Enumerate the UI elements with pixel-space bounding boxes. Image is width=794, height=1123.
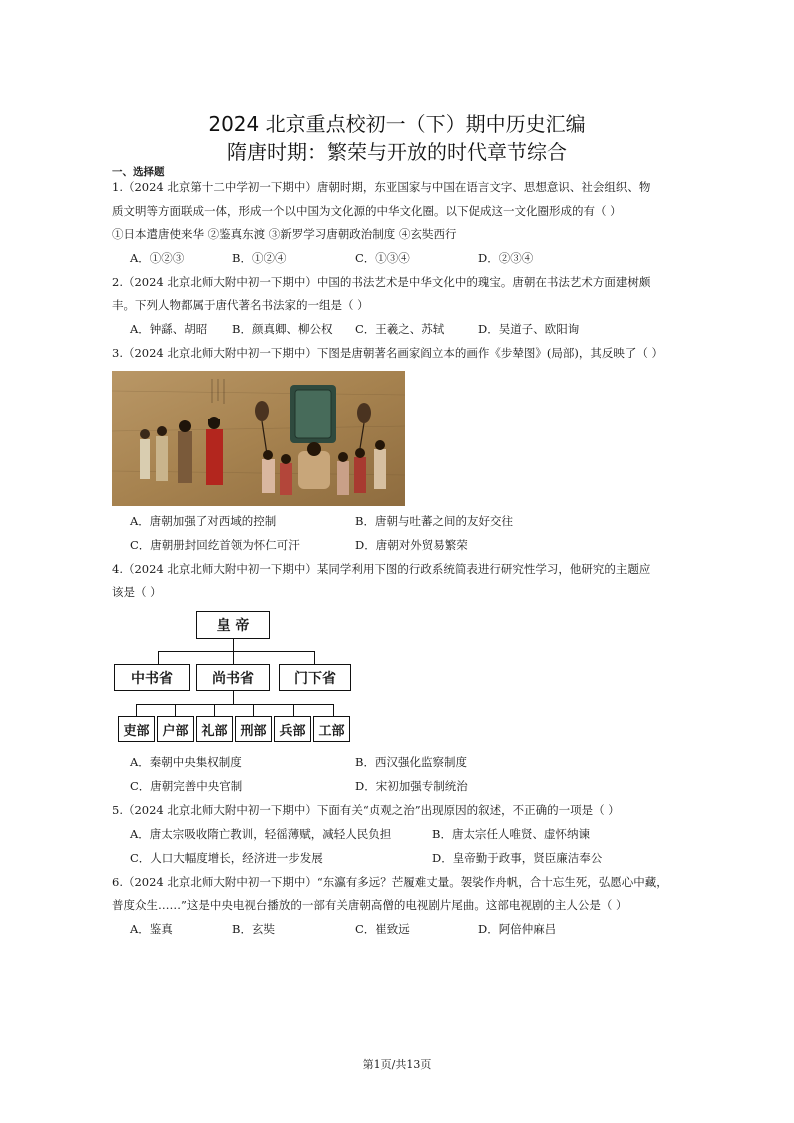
chart-line xyxy=(253,704,254,716)
q1-line-3: ①日本遣唐使来华 ②鉴真东渡 ③新罗学习唐朝政治制度 ④玄奘西行 xyxy=(112,227,457,241)
q5-line-1: 5.（2024 北京北师大附中初一下期中）下面有关“贞观之治”出现原因的叙述，不正确的一项是（ ） xyxy=(112,803,620,817)
q1-line-1: 1.（2024 北京第十二中学初一下期中）唐朝时期，东亚国家与中国在语言文字、思想意识、社会组织、物 xyxy=(112,180,651,194)
q2-option-d[interactable]: D．吴道子、欧阳询 xyxy=(478,322,580,336)
q3-option-a[interactable]: A．唐朝加强了对西域的控制 xyxy=(130,514,277,528)
chart-line xyxy=(158,651,314,652)
q3-line-1: 3.（2024 北京北师大附中初一下期中）下图是唐朝著名画家阎立本的画作《步辇图》(局部)，其反映了（ ） xyxy=(112,346,664,360)
q5-option-a[interactable]: A．唐太宗吸收隋亡教训，轻徭薄赋，减轻人民负担 xyxy=(130,827,392,841)
q1-option-d[interactable]: D．②③④ xyxy=(478,251,534,265)
chart-line xyxy=(233,691,234,704)
chart-menxia-box: 门下省 xyxy=(279,664,351,691)
chart-rites-ministry-box: 礼部 xyxy=(196,716,233,742)
chart-emperor-box: 皇 帝 xyxy=(196,611,270,639)
q4-option-b[interactable]: B．西汉强化监察制度 xyxy=(355,755,467,769)
chart-gong-ministry-box: 工部 xyxy=(313,716,350,742)
chart-line xyxy=(314,651,315,664)
chart-line xyxy=(136,704,137,716)
q1-option-c[interactable]: C．①③④ xyxy=(355,251,410,265)
q6-option-a[interactable]: A．鉴真 xyxy=(130,922,173,936)
chart-xing-ministry-box: 刑部 xyxy=(235,716,272,742)
painting-image xyxy=(112,371,405,506)
chart-zhongshu-box: 中书省 xyxy=(114,664,190,691)
q4-option-d[interactable]: D．宋初加强专制统治 xyxy=(355,779,468,793)
chart-line xyxy=(233,639,234,651)
chart-line xyxy=(233,651,234,664)
q2-option-a[interactable]: A．钟繇、胡昭 xyxy=(130,322,208,336)
q1-option-a[interactable]: A．①②③ xyxy=(130,251,185,265)
chart-bing-ministry-box: 兵部 xyxy=(274,716,311,742)
q2-line-2: 丰。下列人物都属于唐代著名书法家的一组是（ ） xyxy=(112,298,369,312)
q6-line-2: 普度众生……”这是中央电视台播放的一部有关唐朝高僧的电视剧片尾曲。这部电视剧的主人公是（ ） xyxy=(112,898,628,912)
q4-option-a[interactable]: A．秦朝中央集权制度 xyxy=(130,755,242,769)
q1-option-b[interactable]: B．①②④ xyxy=(232,251,287,265)
admin-system-chart xyxy=(112,611,352,745)
chart-line xyxy=(293,704,294,716)
q3-option-c[interactable]: C．唐朝册封回纥首领为怀仁可汗 xyxy=(130,538,300,552)
chart-line xyxy=(214,704,215,716)
q6-option-d[interactable]: D．阿倍仲麻吕 xyxy=(478,922,557,936)
q4-line-2: 该是（ ） xyxy=(112,585,162,599)
q5-option-d[interactable]: D．皇帝勤于政事，贤臣廉洁奉公 xyxy=(432,851,603,865)
q6-option-c[interactable]: C．崔致远 xyxy=(355,922,410,936)
q2-option-b[interactable]: B．颜真卿、柳公权 xyxy=(232,322,333,336)
q2-option-c[interactable]: C．王羲之、苏轼 xyxy=(355,322,445,336)
q3-option-b[interactable]: B．唐朝与吐蕃之间的友好交往 xyxy=(355,514,513,528)
q5-option-c[interactable]: C．人口大幅度增长，经济进一步发展 xyxy=(130,851,323,865)
section-heading: 一、选择题 xyxy=(112,166,165,178)
q5-option-b[interactable]: B．唐太宗任人唯贤、虚怀纳谏 xyxy=(432,827,590,841)
chart-line xyxy=(158,651,159,664)
q4-line-1: 4.（2024 北京北师大附中初一下期中）某同学利用下图的行政系统简表进行研究性学习，他研究的主题应 xyxy=(112,562,651,576)
q3-option-d[interactable]: D．唐朝对外贸易繁荣 xyxy=(355,538,468,552)
chart-line xyxy=(136,704,334,705)
chart-shangshu-box: 尚书省 xyxy=(196,664,270,691)
q6-line-1: 6.（2024 北京北师大附中初一下期中）“东瀛有多远？芒履难丈量。袈裟作舟帆，合十忘生死，弘愿心中藏， xyxy=(112,875,668,889)
chart-line xyxy=(175,704,176,716)
chart-line xyxy=(333,704,334,716)
q6-option-b[interactable]: B．玄奘 xyxy=(232,922,275,936)
q2-line-1: 2.（2024 北京北师大附中初一下期中）中国的书法艺术是中华文化中的瑰宝。唐朝在书法艺术方面建树颇 xyxy=(112,275,651,289)
q1-line-2: 质文明等方面联成一体，形成一个以中国为文化源的中华文化圈。以下促成这一文化圈形成的有（ ） xyxy=(112,204,622,218)
chart-hu-ministry-box: 户部 xyxy=(157,716,194,742)
page-number: 第1页/共13页 xyxy=(362,1058,432,1071)
document-subtitle: 隋唐时期：繁荣与开放的时代章节综合 xyxy=(227,140,567,164)
chart-li-ministry-box: 吏部 xyxy=(118,716,155,742)
q4-option-c[interactable]: C．唐朝完善中央官制 xyxy=(130,779,243,793)
document-title: 2024 北京重点校初一（下）期中历史汇编 xyxy=(208,112,586,136)
